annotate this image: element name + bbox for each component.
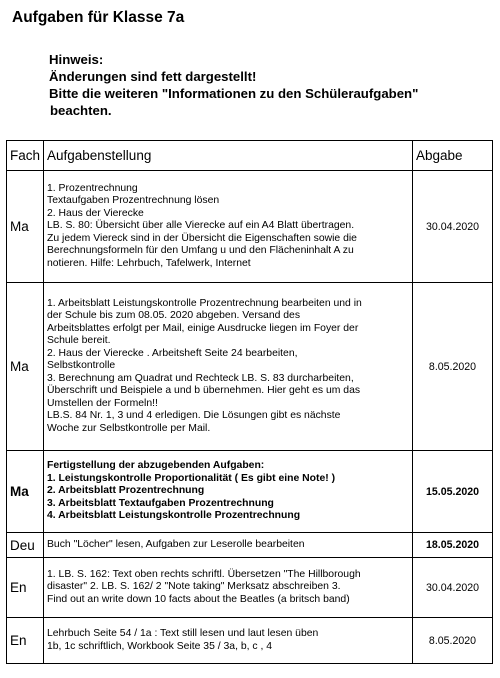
hint-line: Hinweis: <box>49 52 104 67</box>
hint-line: Änderungen sind fett dargestellt! <box>49 69 257 84</box>
table-header-row <box>7 141 493 171</box>
row-task <box>44 283 413 451</box>
table-row <box>7 618 493 664</box>
row-task <box>44 533 413 558</box>
hint-line: beachten. <box>50 103 112 118</box>
task-line: 2. Haus der Vierecke <box>47 207 144 219</box>
task-line: Selbstkontrolle <box>47 360 116 372</box>
task-line: 3. Berechnung am Quadrat und Rechteck LB. S. 83 durcharbeiten, <box>47 372 354 384</box>
task-line: 1. Leistungskontrolle Proportionalität ( Es gibt eine Note! ) <box>47 472 336 484</box>
table-row <box>7 558 493 618</box>
task-line: Arbeitsblattes erfolgt per Mail, einige Ausdrucke liegen im Foyer der <box>47 322 359 334</box>
task-line: 2. Haus der Vierecke . Arbeitsheft Seite 24 bearbeiten, <box>47 347 298 359</box>
row-date: 30.04.2020 <box>413 558 493 618</box>
task-line: LB. S. 80: Übersicht über alle Vierecke auf ein A4 Blatt übertragen. <box>47 220 355 232</box>
row-task <box>44 171 413 283</box>
table-row <box>7 533 493 558</box>
task-line: 2. Arbeitsblatt Prozentrechnung <box>47 485 205 497</box>
row-fach: En <box>7 558 44 618</box>
task-line: Textaufgaben Prozentrechnung lösen <box>47 195 220 207</box>
hint-box <box>49 51 418 119</box>
row-fach: Ma <box>7 451 44 533</box>
task-line: 3. Arbeitsblatt Textaufgaben Prozentrechnung <box>47 497 274 509</box>
task-line: 4. Arbeitsblatt Leistungskontrolle Prozentrechnung <box>47 510 301 522</box>
row-date: 8.05.2020 <box>413 283 493 451</box>
task-line: 1. Arbeitsblatt Leistungskontrolle Prozentrechnung bearbeiten und in <box>47 297 362 309</box>
task-line: 1. Prozentrechnung <box>47 182 138 194</box>
row-fach: Ma <box>7 171 44 283</box>
row-task <box>44 618 413 664</box>
row-fach: Deu <box>7 533 44 558</box>
task-line: Umstellen der Formeln!! <box>47 397 158 409</box>
hint-line: Bitte die weiteren "Informationen zu den Schüleraufgaben" <box>49 86 419 101</box>
task-line: LB.S. 84 Nr. 1, 3 und 4 erledigen. Die Lösungen gibt es nächste <box>47 410 341 422</box>
row-fach: Ma <box>7 283 44 451</box>
task-line: notieren. Hilfe: Lehrbuch, Tafelwerk, Internet <box>47 257 251 269</box>
table-row <box>7 283 493 451</box>
task-line: Berechnungsformeln für den Umfang u und den Flächeninhalt A zu <box>47 245 354 257</box>
header-date: Abgabe <box>413 141 493 171</box>
task-line: Überschrift und Beispiele a und b übernehmen. Hier geht es um das <box>47 385 361 397</box>
row-date: 8.05.2020 <box>413 618 493 664</box>
task-line: Zu jedem Viereck sind in der Übersicht die Eigenschaften sowie die <box>47 232 357 244</box>
row-fach: En <box>7 618 44 664</box>
row-date: 15.05.2020 <box>413 451 493 533</box>
task-line: Lehrbuch Seite 54 / 1a : Text still lesen und laut lesen üben <box>47 628 319 639</box>
task-line: der Schule bis zum 08.05. 2020 abgeben. Versand des <box>47 310 301 322</box>
task-line: 1b, 1c schriftlich, Workbook Seite 35 / 3a, b, c , 4 <box>47 640 273 652</box>
assignments-table <box>6 140 493 664</box>
row-task <box>44 451 413 533</box>
task-line: disaster" 2. LB. S. 162/ 2 "Note taking" Merksatz abschreiben 3. <box>47 581 341 593</box>
table-row <box>7 171 493 283</box>
task-line: Fertigstellung der abzugebenden Aufgaben: <box>47 460 265 472</box>
header-fach: Fach <box>7 141 44 171</box>
row-date: 18.05.2020 <box>413 533 493 558</box>
row-date: 30.04.2020 <box>413 171 493 283</box>
task-line: Schule bereit. <box>47 335 111 347</box>
task-line: Woche zur Selbstkontrolle per Mail. <box>47 422 211 434</box>
task-line: 1. LB. S. 162: Text oben rechts schriftl. Übersetzen "The Hillborough <box>47 568 361 580</box>
header-task: Aufgabenstellung <box>44 141 413 171</box>
task-line: Find out an write down 10 facts about the Beatles (a britsch band) <box>47 593 350 605</box>
table-row <box>7 451 493 533</box>
row-task <box>44 558 413 618</box>
task-line: Buch "Löcher" lesen, Aufgaben zur Leserolle bearbeiten <box>47 538 305 550</box>
page-title: Aufgaben für Klasse 7a <box>12 9 185 26</box>
